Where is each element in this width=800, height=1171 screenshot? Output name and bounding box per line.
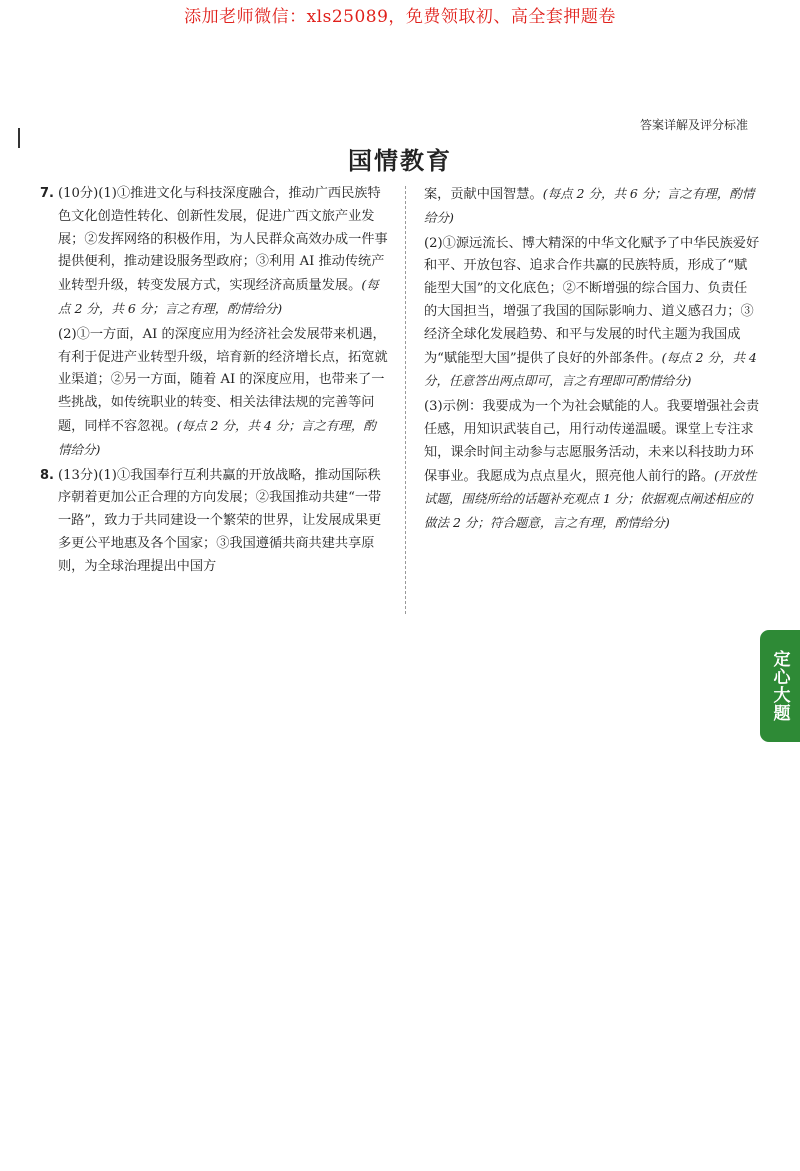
answer-paragraph	[58, 324, 388, 463]
answer-paragraph	[424, 183, 760, 231]
question-number: 8.	[40, 467, 54, 483]
answer-text: 案，贡献中国智慧。	[424, 187, 543, 202]
answer-text: (13分)(1)①我国奉行互利共赢的开放战略，推动国际秩序朝着更加公正合理的方向发展；②我国推动共建“一带一路”，致力于共同建设一个繁荣的世界，让发展成果更多更公平地惠及各个国家；③我国遵循共商共建共享原则，为全球治理提出中国方	[58, 467, 382, 574]
answer-text: (3)示例：我要成为一个为社会赋能的人。我要增强社会责任感，用知识武装自己，用行动传递温暖。课堂上专注求知，课余时间主动参与志愿服务活动，未来以科技助力环保事业。我愿成为点点星火，照亮他人前行的路。	[424, 399, 760, 484]
scoring-note: (每点 2 分，共 6 分；言之有理，酌情给分)	[58, 277, 379, 316]
answer-text: (2)①一方面，AI 的深度应用为经济社会发展带来机遇，有利于促进产业转型升级，培育新的经济增长点，拓宽就业渠道；②另一方面，随着 AI 的深度应用，也带来了一些挑战，如传统职业的转变、相关法律法规的完善等问题，同样不容忽视。	[58, 326, 388, 434]
column-divider	[405, 186, 406, 614]
answer-text: (10分)(1)①推进文化与科技深度融合，推动广西民族特色文化创造性转化、创新性发展，促进广西文旅产业发展；②发挥网络的积极作用，为人民群众高效办成一件事提供便利，推动建设服务型政府；③利用 AI 推动传统产业转型升级，转变发展方式，实现经济高质量发展。	[58, 186, 388, 294]
scoring-note: (开放性试题，围绕所给的话题补充观点 1 分；依据观点阐述相应的做法 2 分；符合题意，言之有理，酌情给分)	[424, 467, 757, 531]
question-number: 7.	[40, 186, 54, 201]
question-8	[40, 465, 388, 579]
section-tab	[760, 630, 800, 742]
answer-paragraph	[424, 233, 760, 395]
answer-paragraph	[58, 183, 388, 322]
answer-text: (2)①源远流长、博大精深的中华文化赋予了中华民族爱好和平、开放包容、追求合作共赢的民族特质，形成了“赋能型大国”的文化底色；②不断增强的综合国力、负责任的大国担当，增强了我国的国际影响力、道义感召力；③经济全球化发展趋势、和平与发展的时代主题为我国成为“赋能型大国”提供了良好的外部条件。	[424, 235, 760, 366]
header-label: 答案详解及评分标准	[639, 118, 748, 132]
answer-paragraph	[424, 396, 760, 536]
left-column	[40, 183, 388, 581]
page-title: 国情教育	[348, 147, 452, 175]
question-7	[40, 183, 388, 463]
answer-paragraph	[58, 465, 388, 579]
scoring-note: (每点 2 分，共 4 分，任意答出两点即可，言之有理即可酌情给分)	[424, 349, 757, 389]
scoring-note: (每点 2 分，共 6 分；言之有理，酌情给分)	[424, 186, 755, 225]
scoring-note: (每点 2 分，共 4 分；言之有理，酌情给分)	[58, 417, 376, 457]
top-banner: 添加老师微信：xls25089，免费领取初、高全套押题卷	[184, 7, 616, 27]
section-tab-label: 定心大题	[769, 650, 790, 722]
right-column	[424, 183, 760, 538]
